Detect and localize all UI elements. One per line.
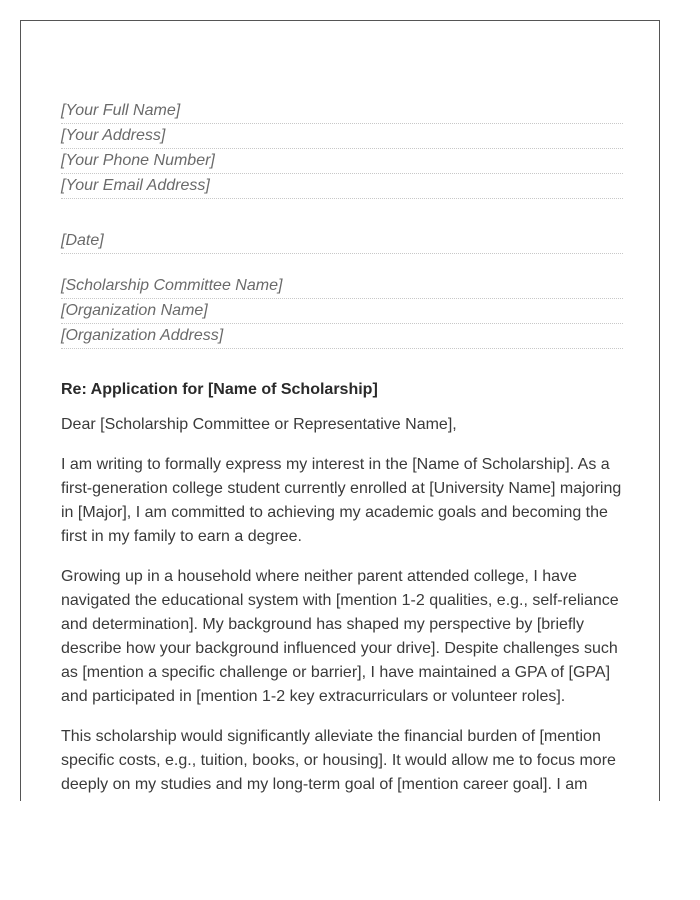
letter-content — [61, 99, 623, 797]
sender-phone-field[interactable]: [Your Phone Number] — [61, 149, 623, 174]
body-paragraph-2: Growing up in a household where neither parent attended college, I have navigated the educational system with [mention 1-2 qualities, e.g., self-reliance and determination]. My background has shaped my perspective by [briefly describe how your background influenced your drive]. Despite challenges such as [mention a specific challenge or barrier], I have maintained a GPA of [GPA] and participated in [mention 1-2 key extracurriculars or volunteer roles]. — [61, 568, 619, 705]
sender-email-field[interactable]: [Your Email Address] — [61, 174, 623, 199]
letter-page — [20, 20, 660, 801]
body-paragraph-1: I am writing to formally express my interest in the [Name of Scholarship]. As a first-generation college student currently enrolled at [University Name] majoring in [Major], I am committed to achieving my academic goals and becoming the first in my family to earn a degree. — [61, 456, 622, 545]
recipient-block — [61, 274, 623, 349]
committee-name-field[interactable]: [Scholarship Committee Name] — [61, 274, 623, 299]
sender-address-field[interactable]: [Your Address] — [61, 124, 623, 149]
sender-block — [61, 99, 623, 199]
salutation: Dear [Scholarship Committee or Representative Name], — [61, 416, 457, 433]
organization-name-field[interactable]: [Organization Name] — [61, 299, 623, 324]
organization-address-field[interactable]: [Organization Address] — [61, 324, 623, 349]
body-paragraph-3: This scholarship would significantly alleviate the financial burden of [mention specific costs, e.g., tuition, books, or housing]. It would allow me to focus more deeply on my studies and my long-term goal of [mention career goal]. I am — [61, 728, 616, 793]
sender-full-name-field[interactable]: [Your Full Name] — [61, 99, 623, 124]
date-field[interactable]: [Date] — [61, 229, 623, 254]
subject-line: Re: Application for [Name of Scholarship] — [61, 381, 378, 398]
